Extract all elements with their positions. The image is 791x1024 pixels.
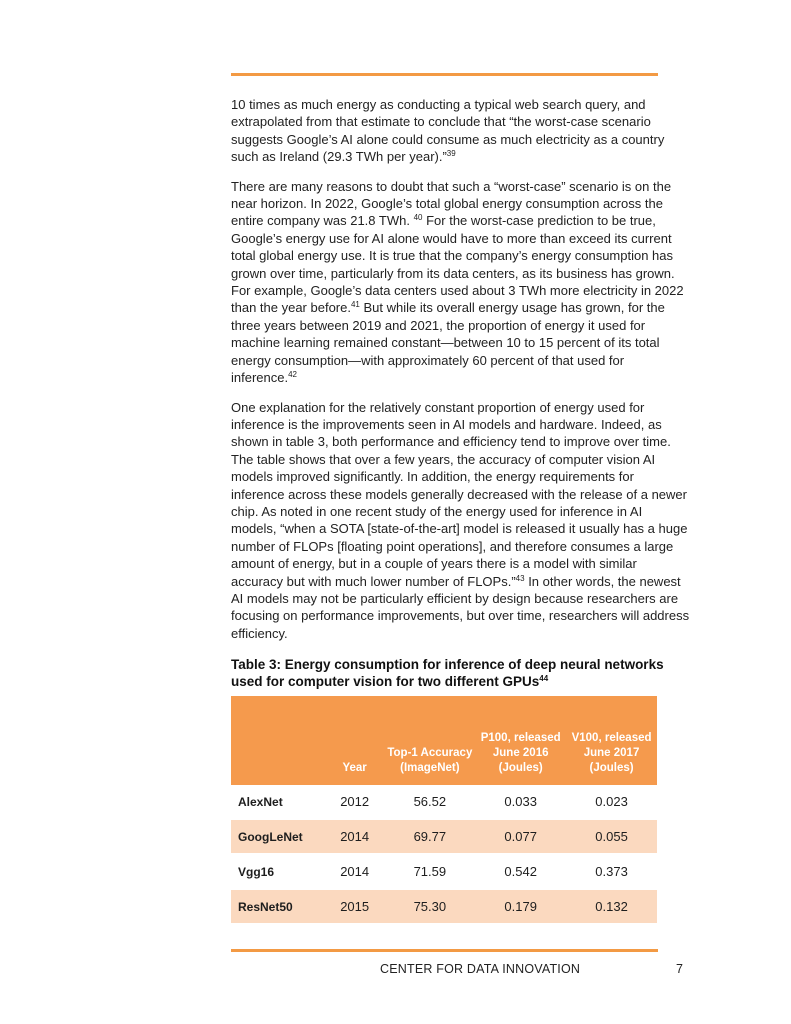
cell-v100: 0.055 (566, 819, 657, 854)
paragraph-1 (231, 96, 691, 166)
paragraph-1-text: 10 times as much energy as conducting a typical web search query, and extrapolated from that estimate to conclude that “the worst-case scenario suggests Google’s AI alone could consume as much electricity as a country such as Ireland (29.3 TWh per year).” (231, 97, 665, 165)
footnote-ref-44[interactable]: 44 (539, 674, 549, 684)
cell-accuracy: 69.77 (384, 819, 475, 854)
paragraph-2-text-c: But while its overall energy usage has grown, for the three years between 2019 and 2021, the proportion of energy it used for machine learning remained constant—between 10 to 15 percent of its total energy consumption—with approximately 60 percent of that used for inference. (231, 300, 665, 386)
paragraph-3 (231, 399, 691, 643)
cell-model: GoogLeNet (231, 819, 325, 854)
cell-accuracy: 71.59 (384, 854, 475, 889)
table-row (231, 819, 657, 854)
cell-year: 2015 (325, 889, 385, 924)
cell-v100: 0.373 (566, 854, 657, 889)
table-header-row (231, 696, 657, 785)
table-caption-text: Table 3: Energy consumption for inference of deep neural networks used for computer vision for two different GPUs (231, 657, 664, 690)
cell-p100: 0.077 (475, 819, 566, 854)
footnote-ref-43[interactable]: 43 (515, 573, 525, 583)
footer-organization: CENTER FOR DATA INNOVATION (380, 962, 581, 976)
energy-table (231, 696, 657, 925)
cell-p100: 0.033 (475, 785, 566, 819)
cell-model: AlexNet (231, 785, 325, 819)
cell-v100: 0.132 (566, 889, 657, 924)
cell-p100: 0.179 (475, 889, 566, 924)
page-number: 7 (676, 962, 683, 976)
header-p100: P100, released June 2016 (Joules) (475, 696, 566, 785)
paragraph-3-text-b: In other words, the newest AI models may not be particularly efficient by design because researchers are focusing on performance improvements, but over time, researchers will address efficiency. (231, 573, 690, 641)
paragraph-3-text-a: One explanation for the relatively constant proportion of energy used for inference is the improvements seen in AI models and hardware. Indeed, as shown in table 3, both performance and efficiency tend to improve over time. The table shows that over a few years, the accuracy of computer vision AI models improved significantly. In addition, the energy requirements for inference across these models generally decreased with the release of a newer chip. As noted in one recent study of the energy used for inference in AI models, “when a SOTA [state-of-the-art] model is released it usually has a huge number of FLOPs [floating point operations], and therefore consumes a large amount of energy, but in a couple of years there is a model with similar accuracy but with much lower number of FLOPs.” (231, 399, 688, 589)
table-row (231, 785, 657, 819)
cell-model: Vgg16 (231, 854, 325, 889)
header-model (231, 696, 325, 785)
paragraph-2-text-a: There are many reasons to doubt that such a “worst-case” scenario is on the near horizon. In 2022, Google’s total global energy consumption across the entire company was 21.8 TWh. (231, 178, 672, 229)
bottom-rule (231, 949, 658, 952)
top-rule (231, 73, 658, 76)
table-caption (231, 656, 691, 690)
footnote-ref-41[interactable]: 41 (350, 300, 360, 310)
header-v100: V100, released June 2017 (Joules) (566, 696, 657, 785)
cell-model: ResNet50 (231, 889, 325, 924)
header-accuracy: Top-1 Accuracy (ImageNet) (384, 696, 475, 785)
paragraph-2-text-b: For the worst-case prediction to be true, Google’s energy use for AI alone would have to more than exceed its current total global energy use. It is true that the company’s energy consumption has grown over time, particularly from its data centers, as its business has grown. For example, Google’s data centers used about 3 TWh more electricity in 2022 than the year before. (231, 213, 684, 316)
cell-v100: 0.023 (566, 785, 657, 819)
header-year: Year (325, 696, 385, 785)
table-row (231, 889, 657, 924)
cell-year: 2012 (325, 785, 385, 819)
cell-accuracy: 75.30 (384, 889, 475, 924)
footnote-ref-42[interactable]: 42 (288, 370, 297, 380)
page-content (231, 96, 691, 925)
footnote-ref-40[interactable]: 40 (413, 213, 423, 223)
cell-p100: 0.542 (475, 854, 566, 889)
cell-year: 2014 (325, 854, 385, 889)
cell-year: 2014 (325, 819, 385, 854)
paragraph-2 (231, 178, 691, 387)
footnote-ref-39[interactable]: 39 (446, 149, 456, 159)
cell-accuracy: 56.52 (384, 785, 475, 819)
table-row (231, 854, 657, 889)
